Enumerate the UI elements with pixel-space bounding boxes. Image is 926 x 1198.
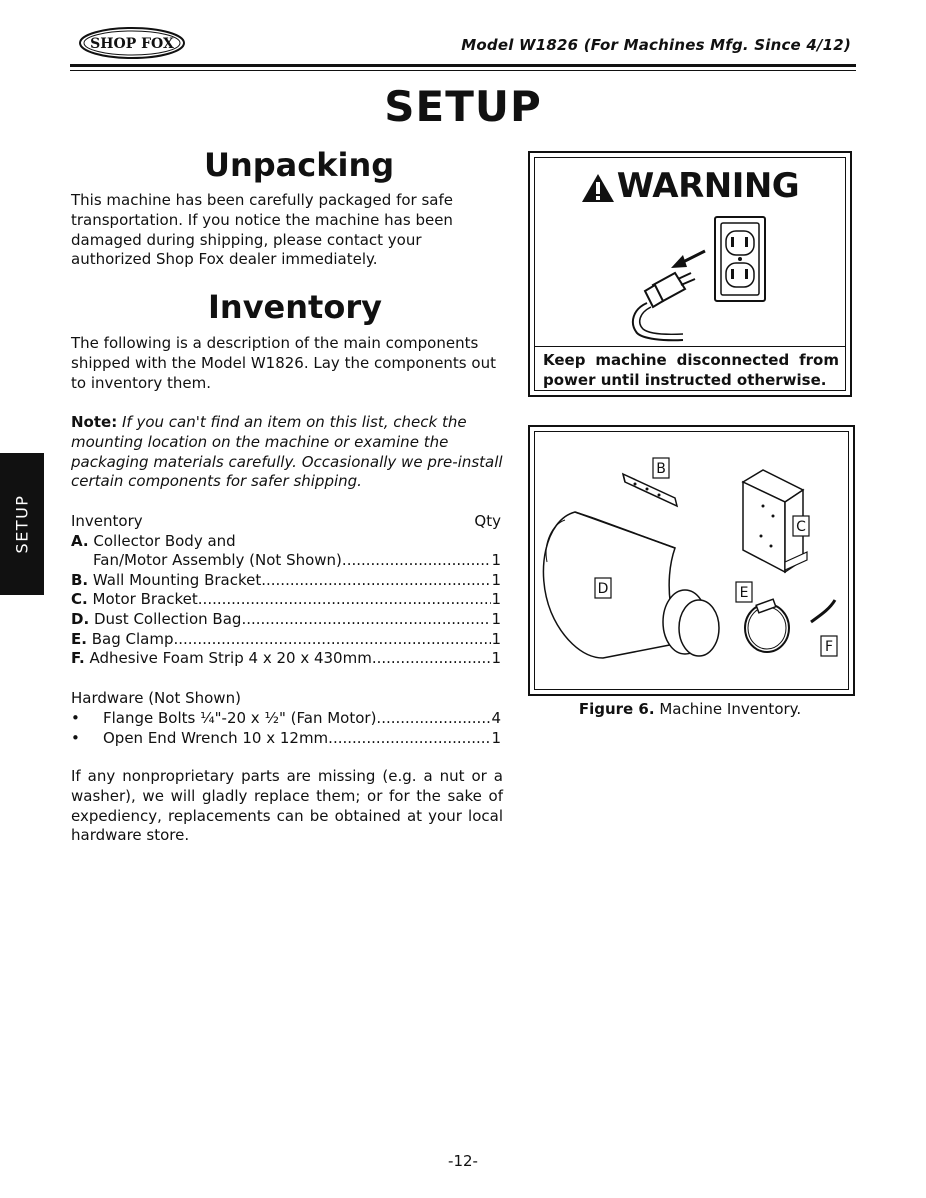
- header-rule-thin: [70, 70, 856, 71]
- svg-text:B: B: [656, 461, 666, 477]
- page-title: SETUP: [384, 82, 542, 131]
- wall-bracket-drawing: [623, 474, 677, 506]
- list-item-continued: Fan/Motor Assembly (Not Shown) ..... 1: [71, 551, 501, 571]
- list-item: F. Adhesive Foam Strip 4 x 20 x 430mm ..... 1: [71, 649, 501, 669]
- warning-triangle-icon: [581, 173, 615, 203]
- figure-caption: Figure 6. Machine Inventory.: [578, 700, 802, 718]
- warning-separator: [535, 346, 845, 347]
- side-tab-label: SETUP: [12, 494, 32, 554]
- bag-clamp-drawing: [745, 599, 789, 652]
- unplugged-cord-icon: [623, 213, 773, 343]
- missing-parts-text: If any nonproprietary parts are missing (e.g. a nut or a washer), we will gladly replace them; or for the sake of expediency, replacements can be obtained at your local hardware store.: [71, 767, 503, 845]
- header-rule: [70, 64, 856, 67]
- qty-column-header: Qty: [474, 512, 501, 530]
- foam-strip-drawing: [811, 600, 835, 622]
- dust-collection-bag-drawing: [543, 512, 719, 658]
- unpacking-heading: Unpacking: [204, 146, 395, 184]
- warning-title: WARNING: [535, 166, 845, 206]
- list-item: A. Collector Body and: [71, 531, 236, 550]
- svg-text:D: D: [597, 581, 609, 597]
- list-item: C. Motor Bracket ..... 1: [71, 590, 501, 610]
- inventory-list: [71, 512, 501, 669]
- svg-text:C: C: [796, 519, 806, 535]
- inventory-list-header: [71, 512, 501, 532]
- unpacking-text: This machine has been carefully packaged for safe transportation. If you notice the machine has been damaged during shipping, please contact your authorized Shop Fox dealer immediately.: [71, 191, 453, 269]
- inventory-heading: Inventory: [208, 288, 382, 326]
- model-header: Model W1826 (For Machines Mfg. Since 4/12): [461, 36, 851, 54]
- note-label: Note:: [71, 413, 118, 431]
- svg-text:SHOP FOX: SHOP FOX: [90, 36, 174, 52]
- inventory-note: [71, 413, 503, 492]
- hardware-title: Hardware (Not Shown): [71, 689, 241, 707]
- list-item: E. Bag Clamp ..... 1: [71, 630, 501, 650]
- list-item: B. Wall Mounting Bracket ..... 1: [71, 571, 501, 591]
- list-item: • Open End Wrench 10 x 12mm ..... 1: [71, 729, 501, 749]
- shop-fox-logo: [78, 26, 186, 60]
- svg-text:F: F: [824, 639, 834, 655]
- page-number: -12-: [448, 1152, 478, 1170]
- list-item: D. Dust Collection Bag ..... 1: [71, 610, 501, 630]
- svg-text:E: E: [739, 585, 749, 601]
- hardware-list: [71, 709, 501, 748]
- inventory-figure: [528, 425, 855, 696]
- note-text: If you can't find an item on this list, check the mounting location on the machine or examine the packaging materials carefully. Occasionally we pre-install certain components for safer shipping.: [71, 413, 503, 491]
- inventory-figure-drawing: [535, 432, 851, 692]
- warning-text: Keep machine disconnected from power until instructed otherwise.: [543, 351, 839, 389]
- inventory-column-header: Inventory: [71, 512, 143, 530]
- inventory-intro: The following is a description of the main components shipped with the Model W1826. Lay the components out to inventory them.: [71, 334, 496, 392]
- list-item: • Flange Bolts ¹⁄₄"-20 x ¹⁄₂" (Fan Motor) ..... 4: [71, 709, 501, 729]
- warning-box: [528, 151, 852, 397]
- section-side-tab: [0, 453, 44, 595]
